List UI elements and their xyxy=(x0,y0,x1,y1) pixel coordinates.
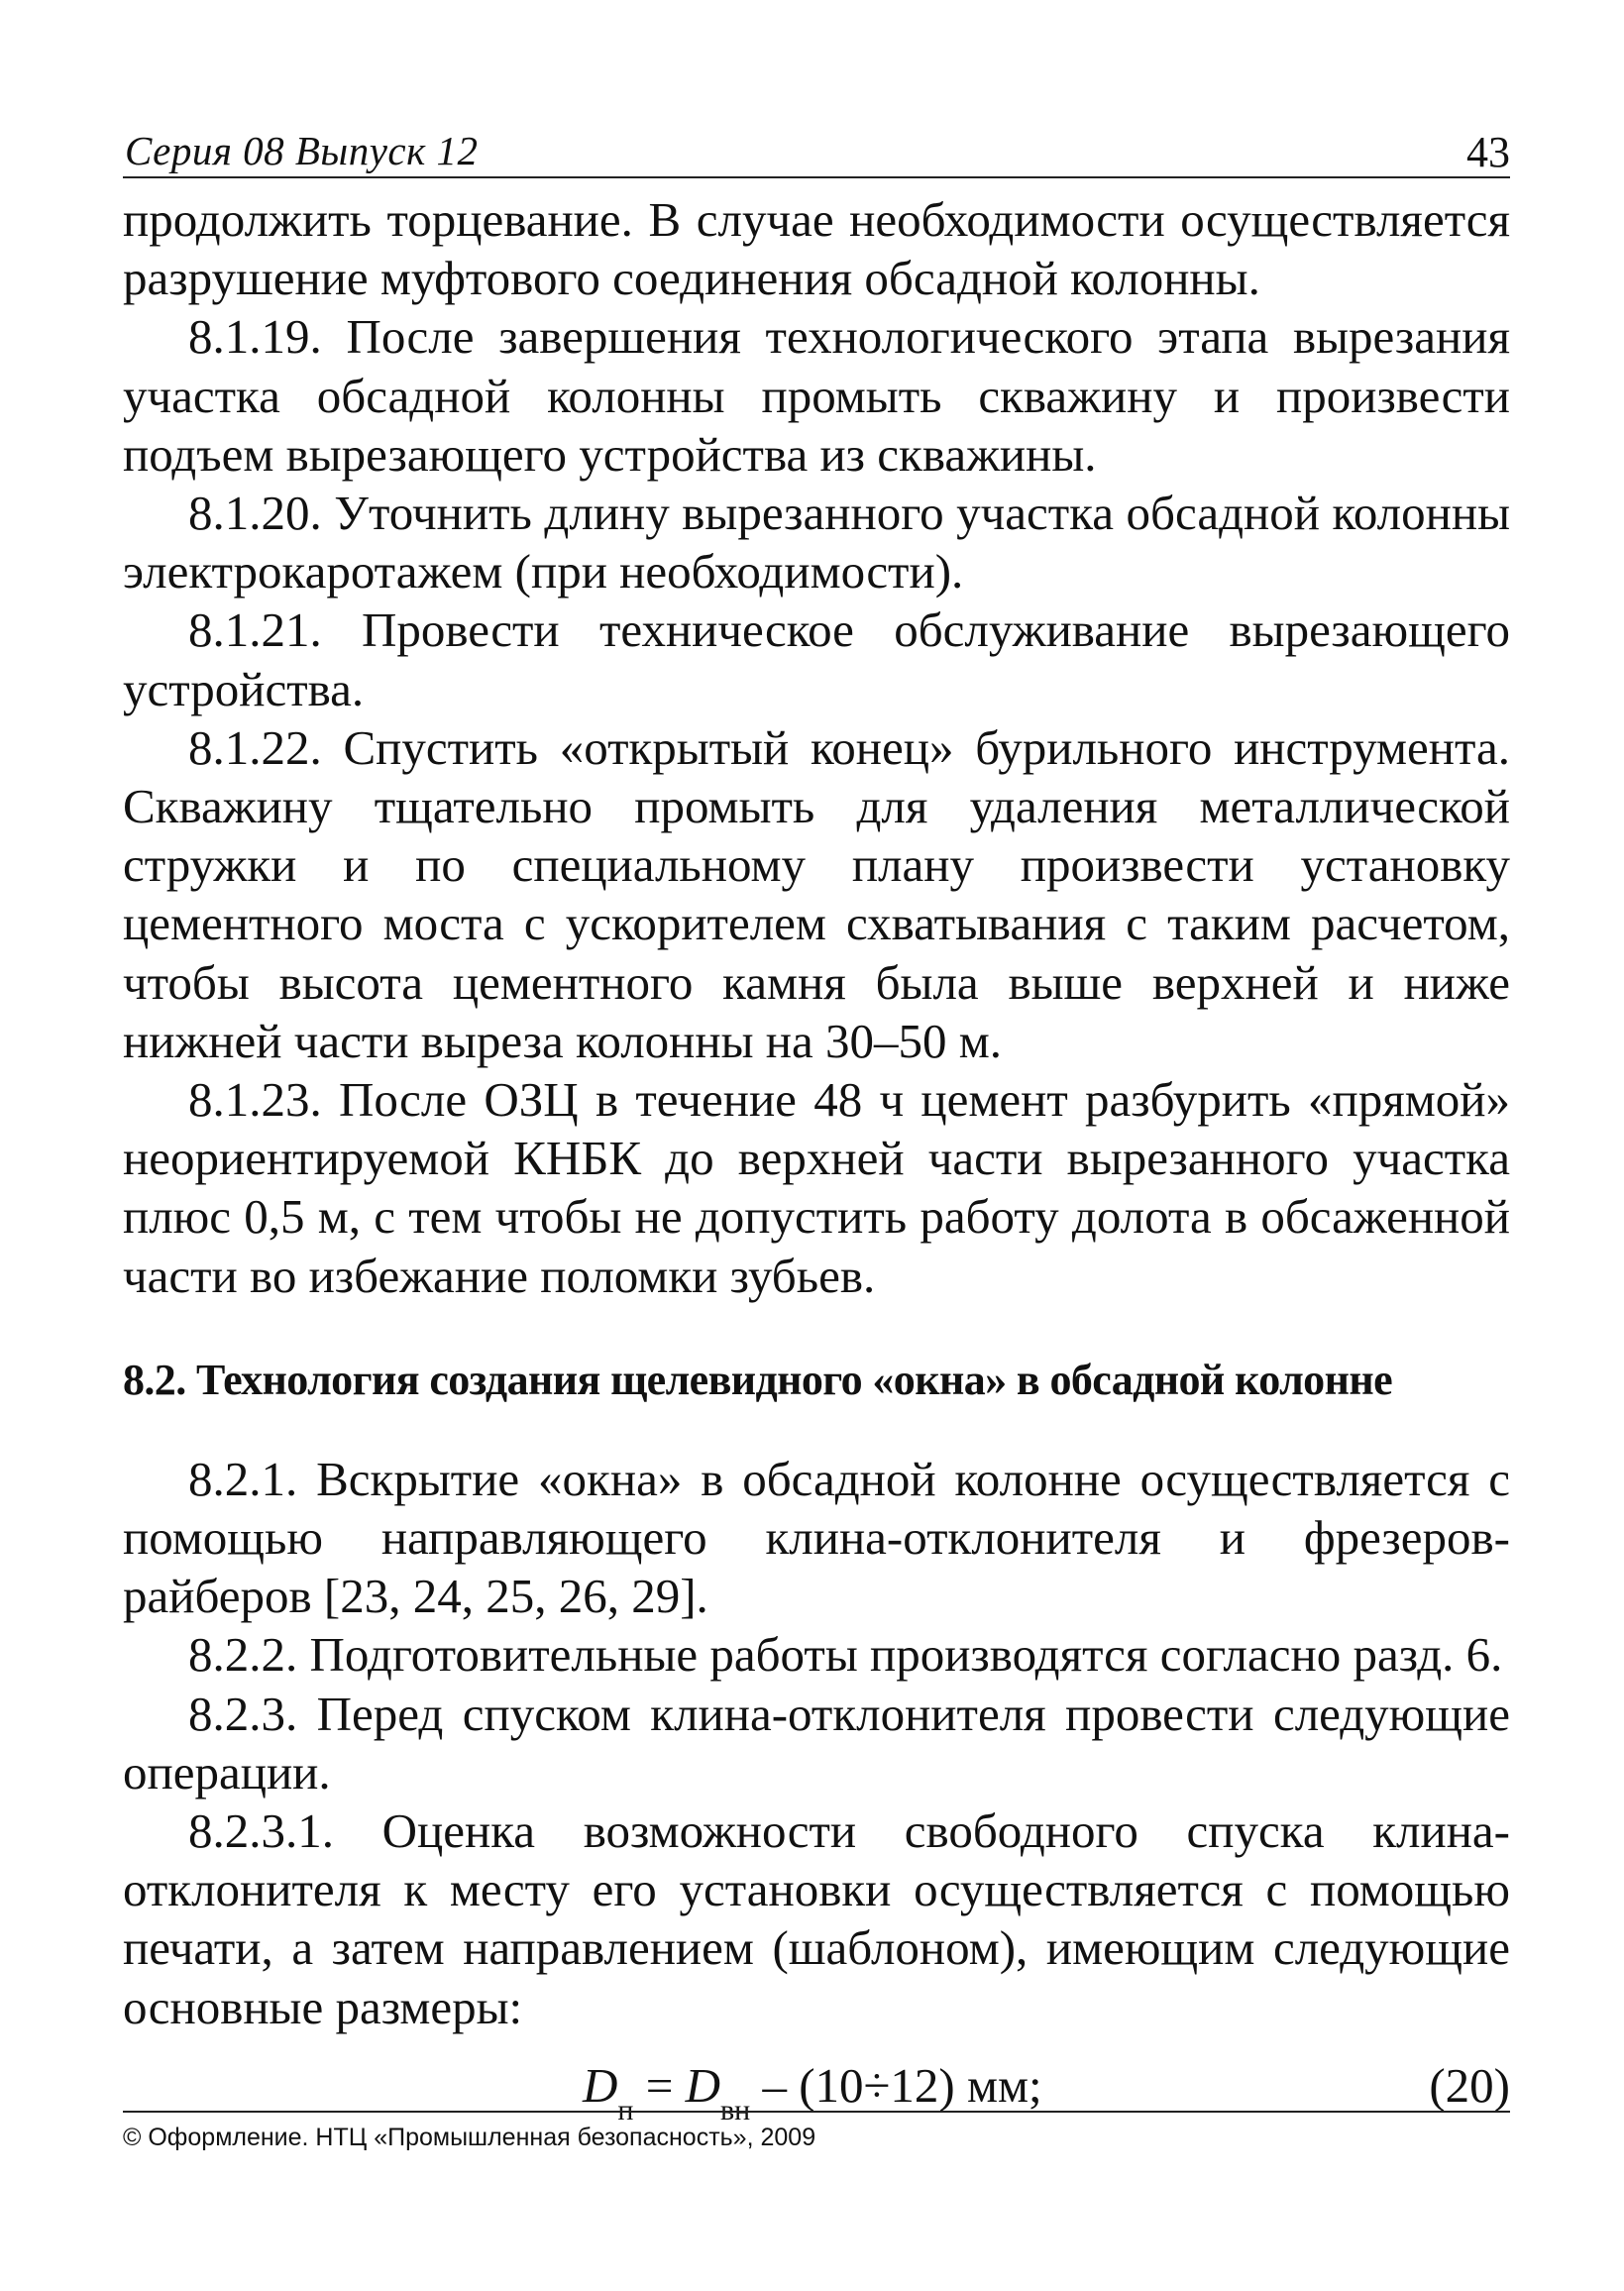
paragraph: 8.1.21. Провести техническое обслуживание вырезающего устройства. xyxy=(123,602,1510,716)
paragraph: 8.2.3. Перед спуском клина-отклонителя провести следующие операции. xyxy=(123,1686,1510,1800)
paragraph: продолжить торцевание. В случае необходимости осуществляется разрушение муфтового соединения обсадной колонны. xyxy=(123,192,1510,306)
paragraph: 8.1.23. После ОЗЦ в течение 48 ч цемент разбурить «прямой» неориентируемой КНБК до верхней части вырезанного участка плюс 0,5 м, с тем чтобы не допустить работу долота в обсаженной части во избежание поломки зубьев. xyxy=(123,1072,1510,1303)
formula-number: (20) xyxy=(1429,2057,1510,2113)
body-text xyxy=(123,190,1510,2145)
formula-lhs-subscript: п xyxy=(617,2093,634,2127)
copyright-footer: © Оформление. НТЦ «Промышленная безопасность», 2009 xyxy=(123,2124,816,2151)
paragraph: 8.2.3.1. Оценка возможности свободного спуска клина-отклонителя к месту его установки осуществляется с помощью печати, а затем направлением (шаблоном), имеющим следующие основные размеры: xyxy=(123,1803,1510,2034)
formula-equals: = xyxy=(633,2057,686,2113)
paragraph: 8.1.19. После завершения технологического этапа вырезания участка обсадной колонны промыть скважину и произвести подъем вырезающего устройства из скважины. xyxy=(123,309,1510,482)
formula-rhs-rest: – (10÷12) мм; xyxy=(750,2057,1042,2113)
footer-divider xyxy=(123,2111,1510,2113)
paragraph: 8.1.22. Спустить «открытый конец» бурильного инструмента. Скважину тщательно промыть для удаления металлической стружки и по специальному плану произвести установку цементного моста с ускорителем схватывания с таким расчетом, чтобы высота цементного камня была выше верхней и ниже нижней части выреза колонны на 30–50 м. xyxy=(123,719,1510,1068)
series-title: Серия 08 Выпуск 12 xyxy=(125,128,479,173)
paragraph: 8.1.20. Уточнить длину вырезанного участка обсадной колонны электрокаротажем (при необходимости). xyxy=(123,486,1510,600)
formula-rhs-subscript: вн xyxy=(719,2093,751,2127)
page-number: 43 xyxy=(1466,128,1510,176)
section-heading: 8.2. Технология создания щелевидного «окна» в обсадной колонне xyxy=(123,1355,1392,1404)
paragraph: 8.2.2. Подготовительные работы производятся согласно разд. 6. xyxy=(188,1627,1503,1683)
running-header xyxy=(123,117,1510,178)
formula-rhs-variable: D xyxy=(685,2057,720,2113)
formula-lhs-variable: D xyxy=(583,2057,618,2113)
paragraph: 8.2.1. Вскрытие «окна» в обсадной колонне осуществляется с помощью направляющего клина-отклонителя и фрезеров-райберов [23, 24, 25, 26, 29]. xyxy=(123,1451,1510,1624)
